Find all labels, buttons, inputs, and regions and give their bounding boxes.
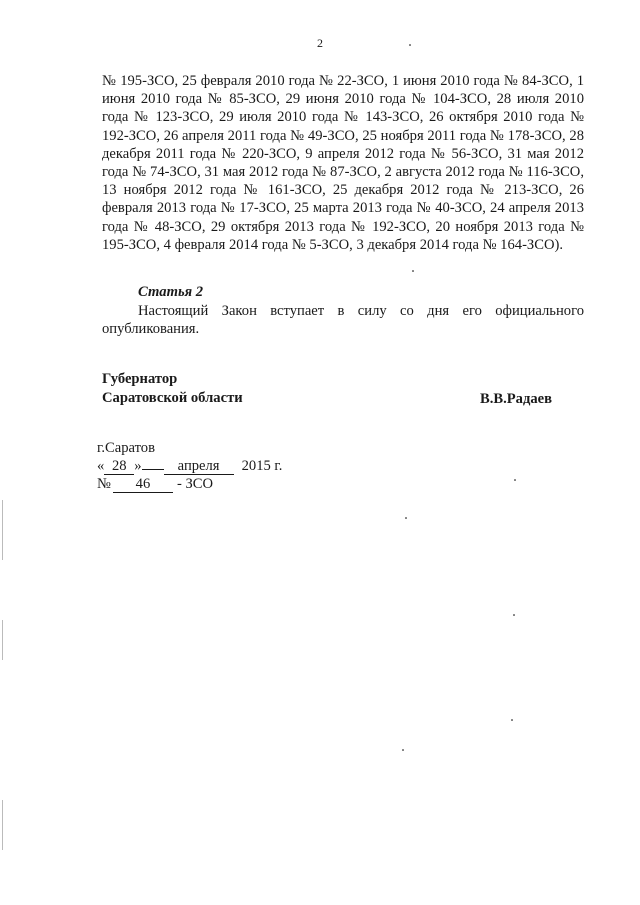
date-year: 2015 г.: [241, 458, 283, 474]
continuation-paragraph: № 195-ЗСО, 25 февраля 2010 года № 22-ЗСО, 1 июня 2010 года № 84-ЗСО, 1 июня 2010 года № 85-ЗСО, 29 июня 2010 года № 104-ЗСО, 28 июля 2010 года № 123-ЗСО, 29 июля 2010 года № 143-ЗСО, 26 октября 2010 года № 192-ЗСО, 26 апреля 2011 года № 49-ЗСО, 25 ноября 2011 года № 178-ЗСО, 28 декабря 2011 года № 220-ЗСО, 9 апреля 2012 года № 56-ЗСО, 31 мая 2012 года № 74-ЗСО, 31 мая 2012 года № 87-ЗСО, 2 августа 2012 года № 116-ЗСО, 13 ноября 2012 года № 161-ЗСО, 25 декабря 2012 года № 213-ЗСО, 26 февраля 2013 года № 17-ЗСО, 25 марта 2013 года № 40-ЗСО, 24 апреля 2013 года № 48-ЗСО, 29 октября 2013 года № 192-ЗСО, 20 ноября 2013 года № 195-ЗСО, 4 февраля 2014 года № 5-ЗСО, 3 декабря 2014 года № 164-ЗСО).: [102, 73, 584, 253]
scan-edge-mark: [2, 800, 3, 850]
date-month: апреля: [164, 459, 234, 475]
law-number-value: 46: [113, 477, 173, 493]
signing-date: [97, 458, 282, 475]
scan-edge-mark: [2, 500, 3, 560]
signatory-position-line-1: Губернатор: [102, 371, 178, 387]
law-number-prefix: №: [97, 476, 111, 492]
date-close-quote: »: [134, 458, 142, 474]
law-number: [97, 476, 213, 493]
scan-edge-mark: [2, 620, 3, 660]
article-title: Статья 2: [138, 284, 204, 300]
date-gap-line: [142, 469, 164, 470]
date-open-quote: «: [97, 458, 105, 474]
article-paragraph: Настоящий Закон вступает в силу со дня его официального опубликования.: [102, 303, 584, 338]
signatory-position: [102, 370, 243, 408]
date-day: 28: [104, 459, 134, 475]
signatory-position-line-2: Саратовской области: [102, 390, 243, 406]
signing-place: г.Саратов: [97, 440, 155, 456]
signatory-name: В.В.Радаев: [480, 391, 553, 407]
page-number: 2: [317, 36, 323, 50]
law-number-suffix: - ЗСО: [176, 476, 214, 492]
